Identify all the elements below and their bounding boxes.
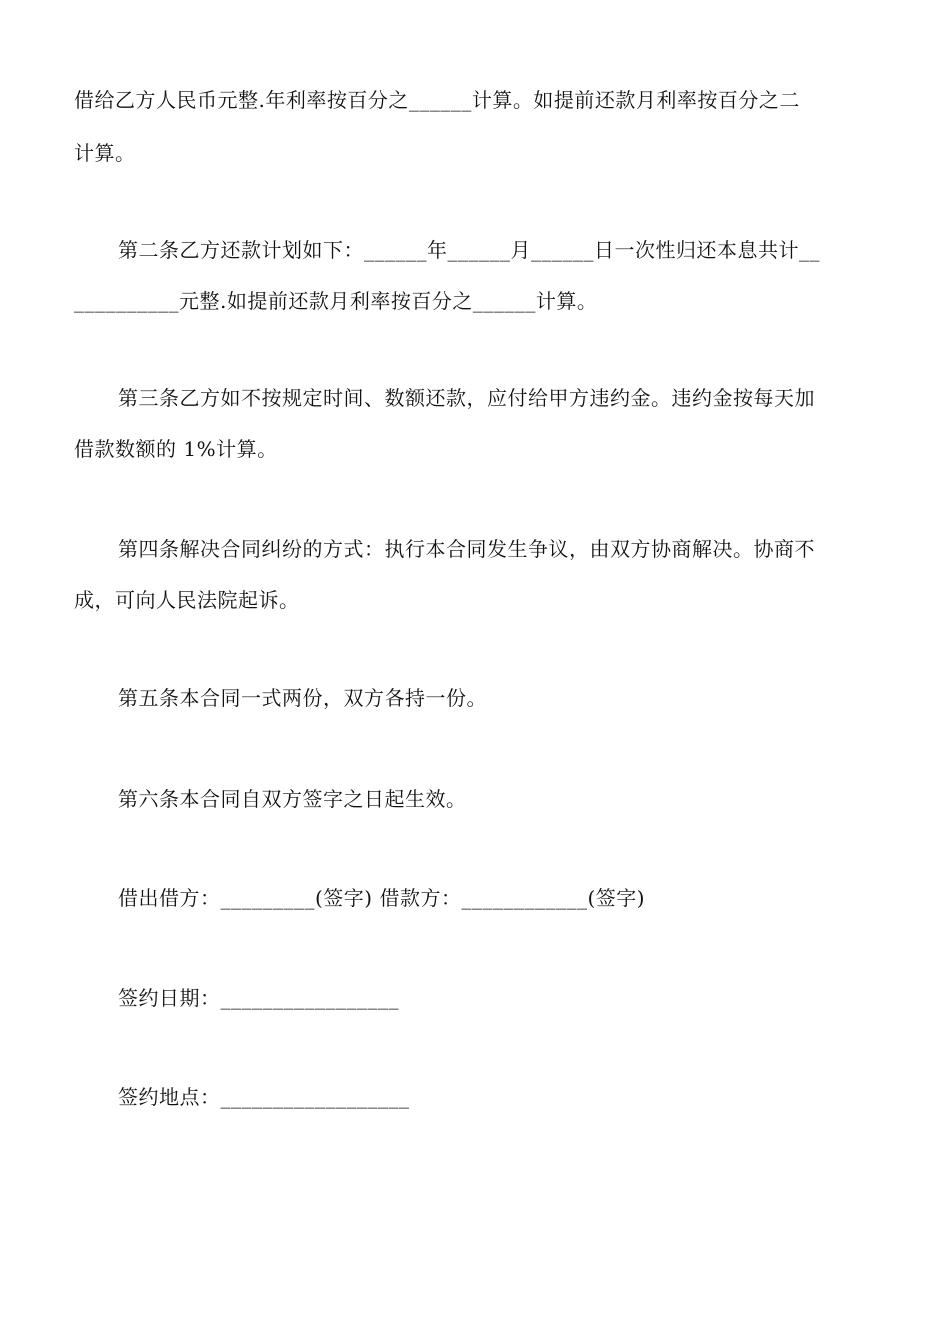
clause-6: 第六条本合同自双方签字之日起生效。: [118, 787, 467, 811]
paragraph-1-line-1: 借给乙方人民币元整.年利率按百分之______计算。如提前还款月利率按百分之二: [74, 88, 800, 112]
signature-parties-line: 借出借方：_________(签字) 借款方：____________(签字): [118, 886, 646, 910]
clause-4-line-2: 成，可向人民法院起诉。: [74, 588, 300, 612]
signing-place-line: 签约地点：__________________: [118, 1085, 410, 1109]
clause-5: 第五条本合同一式两份，双方各持一份。: [118, 686, 487, 710]
clause-3-line-1: 第三条乙方如不按规定时间、数额还款，应付给甲方违约金。违约金按每天加: [118, 386, 815, 410]
clause-4-line-1: 第四条解决合同纠纷的方式：执行本合同发生争议，由双方协商解决。协商不: [118, 537, 815, 561]
paragraph-1-line-2: 计算。: [74, 141, 136, 165]
clause-3-line-2: 借款数额的 1%计算。: [74, 437, 278, 461]
signing-date-line: 签约日期：_________________: [118, 986, 399, 1010]
clause-2-line-2: __________元整.如提前还款月利率按百分之______计算。: [74, 289, 598, 313]
clause-2-line-1: 第二条乙方还款计划如下：______年______月______日一次性归还本息共计__: [118, 238, 820, 262]
